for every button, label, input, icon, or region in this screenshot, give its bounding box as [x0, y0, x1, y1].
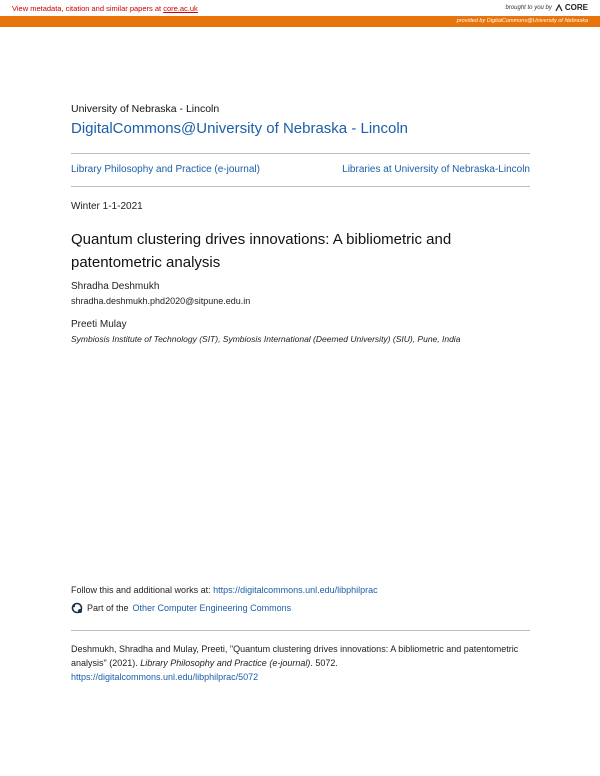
divider — [71, 153, 530, 154]
part-of-text: Part of the — [87, 603, 129, 613]
author-name: Preeti Mulay — [71, 319, 127, 330]
follow-url-link[interactable]: https://digitalcommons.unl.edu/libphilprac — [213, 585, 378, 595]
follow-works — [71, 585, 378, 595]
author-name: Shradha Deshmukh — [71, 281, 160, 292]
core-logo-icon — [555, 4, 563, 12]
citation-authors: Deshmukh, Shradha and Mulay, Preeti, "Quantum clustering drives innovations: A bibliometric and patentometric analysis" (2021). — [71, 644, 519, 668]
libraries-link[interactable]: Libraries at University of Nebraska-Lincoln — [342, 164, 530, 175]
provided-by-text: provided by DigitalCommons@University of Nebraska — [456, 18, 588, 24]
brought-to-you-by — [506, 3, 589, 12]
follow-text: Follow this and additional works at: — [71, 585, 211, 595]
brought-by-text: brought to you by — [505, 4, 552, 11]
commons-link[interactable]: Other Computer Engineering Commons — [132, 603, 292, 613]
part-of-commons — [71, 602, 291, 614]
author-email: shradha.deshmukh.phd2020@sitpune.edu.in — [71, 296, 251, 306]
paper-title: Quantum clustering drives innovations: A bibliometric and patentometric analysis — [71, 231, 452, 271]
core-metadata-link[interactable] — [12, 4, 198, 13]
repository-title[interactable]: DigitalCommons@University of Nebraska - Lincoln — [71, 120, 409, 137]
core-banner — [0, 0, 600, 16]
author-affiliation: Symbiosis Institute of Technology (SIT), Symbiosis International (Deemed University) (SIU), Pune, India — [71, 334, 461, 344]
commons-network-icon — [71, 602, 83, 614]
citation-journal: Library Philosophy and Practice (e-journal) — [140, 658, 311, 668]
core-logo[interactable] — [555, 3, 588, 12]
publication-date: Winter 1-1-2021 — [71, 201, 143, 212]
collection-link[interactable]: Library Philosophy and Practice (e-journal) — [71, 164, 260, 175]
citation-url-link[interactable]: https://digitalcommons.unl.edu/libphilprac/5072 — [71, 672, 259, 682]
core-logo-text: CORE — [564, 3, 588, 12]
core-link-text: View metadata, citation and similar papers at — [12, 4, 162, 13]
citation-number: . 5072. — [310, 658, 338, 668]
citation-block — [71, 642, 531, 684]
university-name: University of Nebraska - Lincoln — [71, 103, 220, 115]
divider — [71, 630, 530, 631]
divider — [71, 186, 530, 187]
core-url[interactable]: core.ac.uk — [163, 4, 198, 13]
